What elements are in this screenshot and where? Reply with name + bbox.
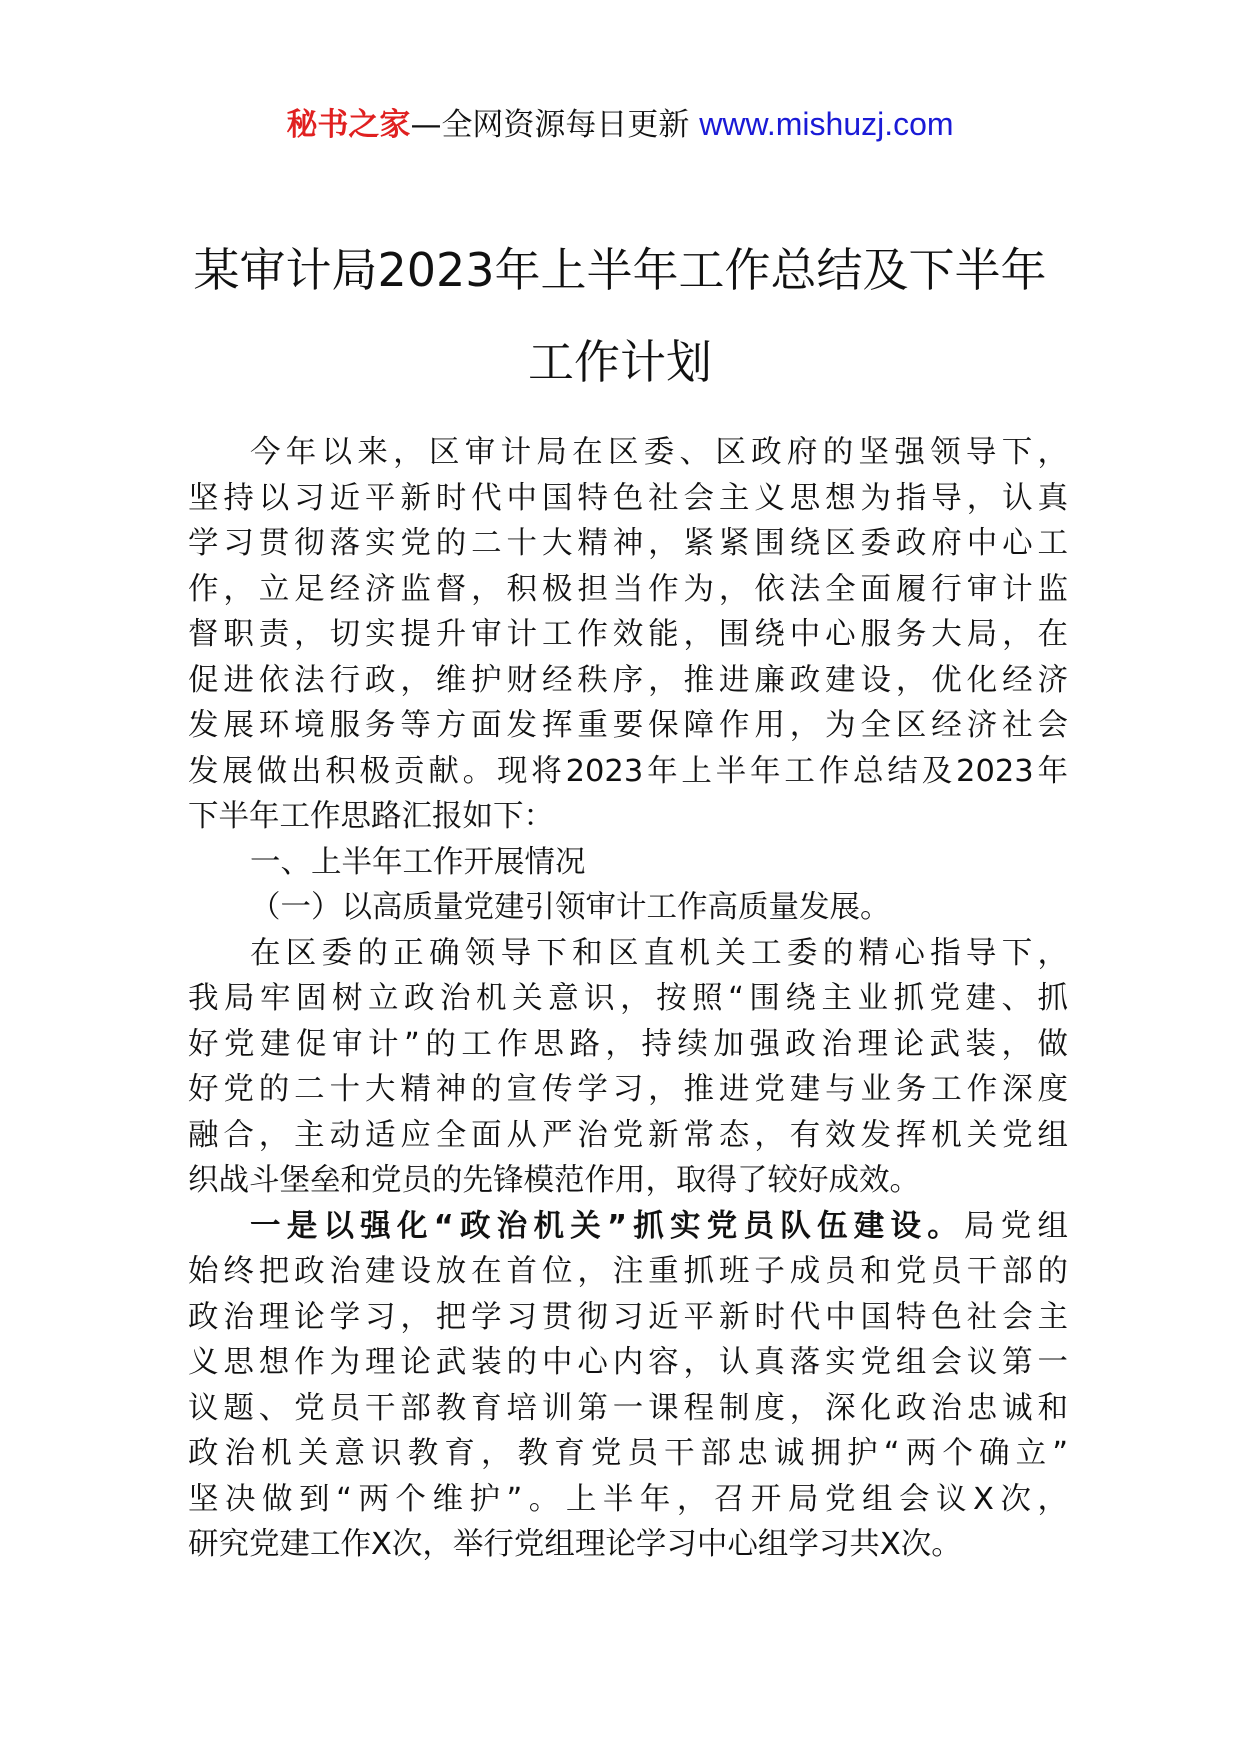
paragraph-line <box>188 1204 1068 1250</box>
document-title-line-2: 工作计划 <box>528 335 712 389</box>
paragraph-line: 发展做出积极贡献。现将2023年上半年工作总结及2023年 <box>188 753 1068 789</box>
paragraph-line: 好党的二十大精神的宣传学习，推进党建与业务工作深度 <box>188 1072 1068 1107</box>
paragraph-line: 始终把政治建设放在首位，注重抓班子成员和党员干部的 <box>188 1254 1068 1289</box>
paragraph-line: 今年以来，区审计局在区委、区政府的坚强领导下， <box>250 435 1068 470</box>
brand-name: 秘书之家 <box>286 107 411 143</box>
document-title-line-1: 某审计局2023年上半年工作总结及下半年 <box>193 243 1047 297</box>
document-body <box>188 430 1068 1568</box>
paragraph-line: 督职责，切实提升审计工作效能，围绕中心服务大局，在 <box>188 617 1068 652</box>
paragraph-line: 织战斗堡垒和党员的先锋模范作用，取得了较好成效。 <box>188 1163 920 1198</box>
paragraph-line: 在区委的正确领导下和区直机关工委的精心指导下， <box>250 935 1068 971</box>
section-heading: 一、上半年工作开展情况 <box>250 844 586 880</box>
paragraph-line: 作，立足经济监督，积极担当作为，依法全面履行审计监 <box>188 571 1068 607</box>
paragraph-line: 坚决做到“两个维护”。上半年，召开局党组会议X次， <box>188 1481 1068 1517</box>
site-header <box>0 104 1240 145</box>
paragraph-line: 下半年工作思路汇报如下： <box>188 799 554 834</box>
paragraph-line: 义思想作为理论武装的中心内容，认真落实党组会议第一 <box>188 1345 1068 1380</box>
paragraph-line: 坚持以习近平新时代中国特色社会主义思想为指导，认真 <box>188 480 1068 516</box>
paragraph-line: 融合，主动适应全面从严治党新常态，有效发挥机关党组 <box>188 1117 1068 1153</box>
paragraph-text: 局党组 <box>964 1208 1069 1244</box>
paragraph-line: 学习贯彻落实党的二十大精神，紧紧围绕区委政府中心工 <box>188 526 1068 561</box>
subsection-heading: （一）以高质量党建引领审计工作高质量发展。 <box>250 890 891 925</box>
paragraph-line: 议题、党员干部教育培训第一课程制度，深化政治忠诚和 <box>188 1390 1068 1426</box>
paragraph-line: 政治理论学习，把学习贯彻习近平新时代中国特色社会主 <box>188 1299 1068 1335</box>
bold-lead: 一是以强化“政治机关”抓实党员队伍建设。 <box>250 1208 965 1244</box>
paragraph-line: 我局牢固树立政治机关意识，按照“围绕主业抓党建、抓 <box>188 981 1068 1016</box>
slogan: —全网资源每日更新 <box>410 107 690 143</box>
paragraph-line: 发展环境服务等方面发挥重要保障作用，为全区经济社会 <box>188 708 1068 743</box>
paragraph-line: 促进依法行政，维护财经秩序，推进廉政建设，优化经济 <box>188 662 1068 698</box>
paragraph-line: 政治机关意识教育，教育党员干部忠诚拥护“两个确立” <box>188 1436 1068 1471</box>
paragraph-line: 好党建促审计”的工作思路，持续加强政治理论武装，做 <box>188 1026 1068 1062</box>
paragraph-line: 研究党建工作X次，举行党组理论学习中心组学习共X次。 <box>188 1527 962 1562</box>
site-url[interactable]: www.mishuzj.com <box>699 106 954 142</box>
